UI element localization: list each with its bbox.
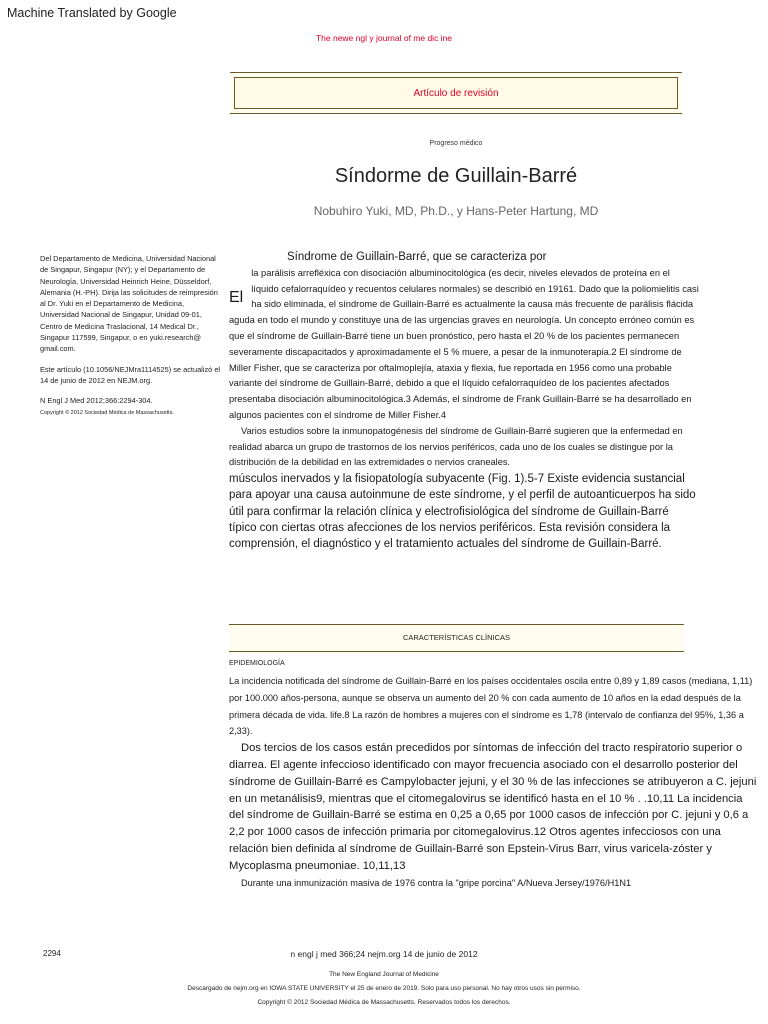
article-body — [229, 250, 699, 553]
section-label: Progreso médico — [429, 140, 483, 147]
epidemiology-paragraph-1: La incidencia notificada del síndrome de Guillain-Barré en los países occidentales oscila entre 0,89 y 1,89 casos (mediana, 1,11) por 100.000 años-persona, aunque se observa un aumento del 20 % con cada aumento de 10 años en la edad después de la primera década de vida. life.8 La razón de hombres a mujeres con el síndrome es 1,78 (intervalo de confianza del 95%, 1,36 a 2,33). — [229, 676, 753, 737]
footer-citation: n engl j med 366;24 nejm.org 14 de junio de 2012 — [290, 949, 478, 959]
epidemiology-paragraph-3: Durante una inmunización masiva de 1976 contra la "gripe porcina" A/Nueva Jersey/1976/H1N1 — [241, 877, 632, 888]
update-note: Este artículo (10.1056/NEJMra1114525) se actualizó el 14 de junio de 2012 en NEJM.org. — [40, 364, 221, 385]
body-paragraph-3: músculos inervados y la fisiopatología subyacente (Fig. 1).5-7 Existe evidencia sustancial para apoyar una causa autoinmune de este síndrome, y el perfil de autoanticuerpos ha sido útil para confirmar la relación clínica y electrofisiológica del síndrome de Guillain-Barré típico con ciertas otras afecciones de los nervios periféricos. Esta revisión considera la comprensión, el diagnóstico y el tratamiento actuales del síndrome de Guillain-Barré. — [229, 473, 696, 551]
sidebar-copyright: Copyright © 2012 Sociedad Médica de Massachusetts. — [40, 409, 174, 416]
article-type-label: Artículo de revisión — [234, 77, 678, 109]
body-paragraph-1: la parálisis arrefléxica con disociación albuminocitológica (es decir, niveles elevados de proteína en el líquido cefalorraquídeo y recuentos celulares normales) se describió en 19161. Dado que la poliomielitis casi ha sido eliminada, el síndrome de Guillain-Barré es actualmente la causa más frecuente de parálisis flácida aguda en todo el mundo y constituye una de las urgencias graves en neurología. Un concepto erróneo común es que el síndrome de Guillain-Barré tiene un buen pronóstico, pero hasta el 20 % de los pacientes permanecen severamente discapacitados y aproximadamente el 5 % muere, a pesar de la inmunoterapia.2 El síndrome de Miller Fisher, que se caracteriza por oftalmoplejía, ataxia y flexia, fue reportada en 1956 como una probable variante del síndrome de Guillain-Barré, debido a que el líquido cefalorraquídeo de los pacientes afectados presentaba disociación albuminocitológica.3 Además, el síndrome de Frank Guillain-Barré se ha desarrollado en algunos pacientes con el síndrome de Miller Fisher.4 — [229, 267, 699, 420]
sidebar-notes — [40, 253, 225, 426]
page-number: 2294 — [43, 949, 61, 958]
journal-header: The newe ngl y journal of me dic ine — [315, 33, 453, 43]
article-title: Síndorme de Guillain-Barré — [334, 165, 578, 187]
epidemiology-paragraph-2: Dos tercios de los casos están precedidos por síntomas de infección del tracto respiratorio superior o diarrea. El agente infeccioso identificado con mayor frecuencia asociado con el desarrollo posterior del síndrome de Guillain-Barré es Campylobacter jejuni, y el 30 % de las infecciones se atribuyeron a C. jejuni en un metanálisis9, mientras que el citomegalovirus se identificó hasta en el 10 % . .10,11 La incidencia del síndrome de Guillain-Barré se estima en 0,25 a 0,65 por 1000 casos de infección por C. jejuni y 0,6 a 2,2 por 1000 casos de infección primaria por citomegalovirus.12 Otros agentes infecciosos con una relación bien definida al síndrome de Guillain-Barré son Epstein-Virus Barr, virus varicela-zóster y Mycoplasma pneumoniae. 10,11,13 — [229, 742, 757, 872]
drop-cap: El — [229, 288, 244, 306]
article-authors: Nobuhiro Yuki, MD, Ph.D., y Hans-Peter Hartung, MD — [313, 204, 599, 218]
body-paragraph-2: Varios estudios sobre la inmunopatogénesis del síndrome de Guillain-Barré sugieren que la enfermedad en realidad abarca un grupo de trastornos de los nervios periféricos, cada uno de los cuales se distingue por la distribución de la debilidad en las extremidades o nervios craneales. — [229, 425, 683, 468]
footer-copyright: Copyright © 2012 Sociedad Médica de Massachusetts. Reservados todos los derechos. — [257, 999, 511, 1006]
footer-journal-name: The New England Journal of Medicine — [329, 971, 439, 978]
section-heading-clinical: CARACTERÍSTICAS CLÍNICAS — [229, 624, 684, 652]
journal-citation: N Engl J Med 2012;366:2294-304. — [40, 396, 153, 406]
machine-translated-banner: Machine Translated by Google — [7, 6, 177, 20]
lead-sentence: Síndrome de Guillain-Barré, que se caracteriza por — [287, 251, 547, 263]
author-affiliation: Del Departamento de Medicina, Universidad Nacional de Singapur, Singapur (NY); y el Departamento de Neurología, Universidad Heinrich Heine, Düsseldorf, Alemania (H.-PH). Dirija las solicitudes de reimpresión al Dr. Yuki en el Departamento de Medicina, Universidad Nacional de Singapur, Unidad 09-01, Centro de Medicina Traslacional, 14 Medical Dr., Singapur 117599, Singapur, o en yuki.research@ gmail.com. — [40, 254, 218, 354]
article-type-box — [230, 72, 682, 114]
footer-download-notice: Descargado de nejm.org en IOWA STATE UNIVERSITY el 25 de enero de 2019. Solo para uso personal. No hay otros usos sin permiso. — [187, 985, 581, 992]
epidemiology-text — [229, 673, 759, 891]
subheading-epidemiology: EPIDEMIOLOGÍA — [229, 660, 285, 667]
